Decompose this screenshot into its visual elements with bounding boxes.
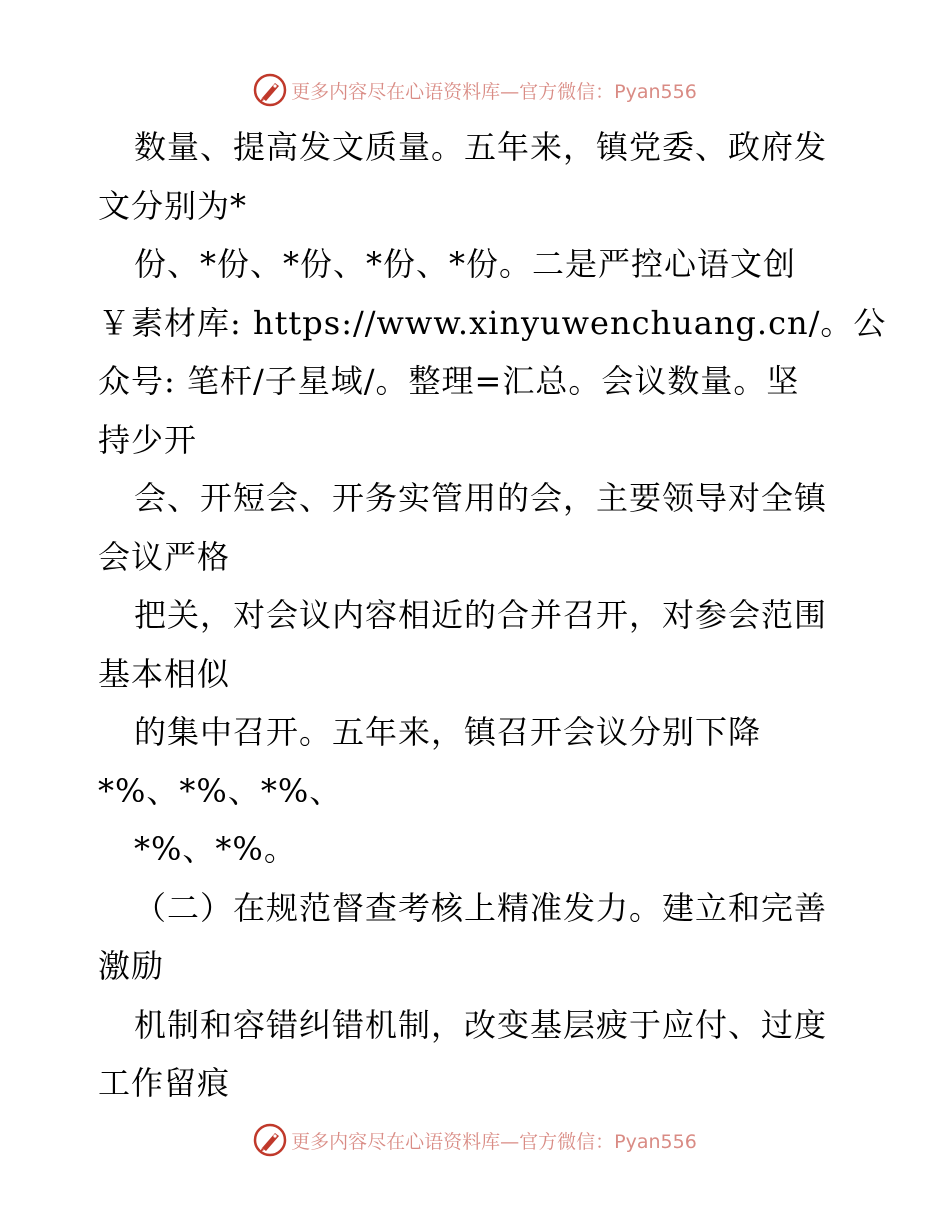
text-line: 持少开 (98, 420, 198, 459)
text-line: 文分别为* (98, 186, 248, 225)
section-heading-line: （二）在规范督查考核上精准发力。建立和完善 (134, 888, 828, 927)
text-line: 把关，对会议内容相近的合并召开，对参会范围 (134, 596, 828, 634)
text-line: 份、*份、*份、*份、*份。二是严控心语文创 (134, 245, 797, 283)
text-line: 众号: 笔杆/子星域/。整理=汇总。会议数量。坚 (98, 362, 800, 400)
text-line: 数量、提高发文质量。五年来，镇党委、政府发 (134, 128, 828, 166)
text-line: ￥素材库: https://www.xinyuwenchuang.cn/。公 (98, 303, 887, 342)
footer-watermark (0, 1120, 950, 1160)
fountain-pen-logo-icon (253, 1123, 287, 1157)
text-line: 的集中召开。五年来，镇召开会议分别下降 (134, 713, 762, 751)
document-body (98, 118, 887, 1113)
text-line: 激励 (98, 947, 165, 985)
text-line: *%、*%。 (134, 830, 297, 868)
text-line: 会议严格 (98, 537, 231, 576)
text-line: *%、*%、*%、 (98, 771, 343, 810)
text-line: 机制和容错纠错机制，改变基层疲于应付、过度 (134, 1005, 828, 1044)
text-line: 基本相似 (98, 654, 231, 693)
header-watermark (0, 70, 950, 110)
text-line: 会、开短会、开务实管用的会，主要领导对全镇 (134, 479, 828, 517)
watermark-text: 更多内容尽在心语资料库—官方微信：Pyan556 (291, 1130, 697, 1153)
fountain-pen-logo-icon (253, 73, 287, 107)
text-line: 工作留痕 (98, 1064, 231, 1102)
watermark-text: 更多内容尽在心语资料库—官方微信：Pyan556 (291, 80, 697, 103)
